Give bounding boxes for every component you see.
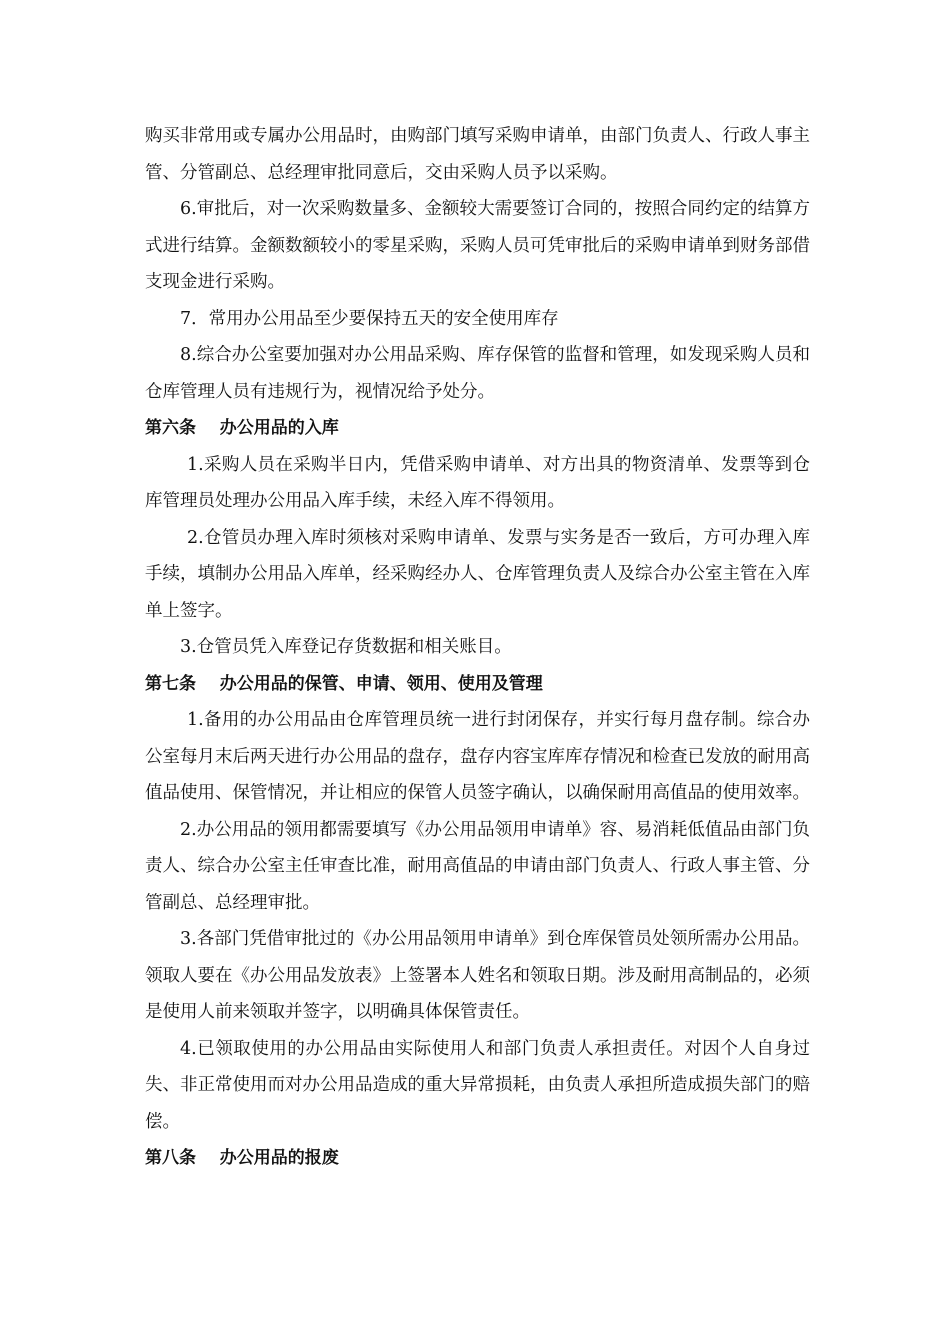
paragraph-6-settlement: 6.审批后，对一次采购数量多、金额较大需要签订合同的，按照合同约定的结算方式进行结算。金额数额较小的零星采购，采购人员可凭审批后的采购申请单到财务部借支现金进行采购。 <box>145 199 810 292</box>
article-number: 第八条 <box>145 1148 196 1168</box>
document-page <box>145 118 810 1177</box>
article-title: 办公用品的入库 <box>219 418 339 438</box>
article-title: 办公用品的保管、申请、领用、使用及管理 <box>219 673 543 694</box>
paragraph-purchase-nonstandard: 购买非常用或专属办公用品时，由购部门填写采购申请单，由部门负责人、行政人事主管、分管副总、总经理审批同意后，交由采购人员予以采购。 <box>145 126 810 183</box>
paragraph-7-3-collection: 3.各部门凭借审批过的《办公用品领用申请单》到仓库保管员处领所需办公用品。领取人要在《办公用品发放表》上签署本人姓名和领取日期。涉及耐用高制品的，必须是使用人前来领取并签字，以明确具体保管责任。 <box>145 929 810 1022</box>
article-number: 第六条 <box>145 418 196 438</box>
article-6-heading <box>145 410 810 447</box>
article-number: 第七条 <box>145 673 196 694</box>
article-7-heading <box>145 666 810 703</box>
paragraph-7-4-responsibility: 4.已领取使用的办公用品由实际使用人和部门负责人承担责任。对因个人自身过失、非正常使用而对办公用品造成的重大异常损耗，由负责人承担所造成损失部门的赔偿。 <box>145 1038 810 1132</box>
paragraph-7-safety-stock: 7．常用办公用品至少要保持五天的安全使用库存 <box>180 308 559 329</box>
article-8-heading <box>145 1140 810 1177</box>
article-title: 办公用品的报废 <box>219 1148 339 1168</box>
paragraph-6-1-warehousing: 1.采购人员在采购半日内，凭借采购申请单、对方出具的物资清单、发票等到仓库管理员处理办公用品入库手续，未经入库不得领用。 <box>145 454 810 511</box>
paragraph-6-2-verification: 2.仓管员办理入库时须核对采购申请单、发票与实务是否一致后，方可办理入库手续，填制办公用品入库单，经采购经办人、仓库管理负责人及综合办公室主管在入库单上签字。 <box>145 527 810 621</box>
paragraph-6-3-records: 3.仓管员凭入库登记存货数据和相关账目。 <box>180 637 512 657</box>
paragraph-7-2-requisition: 2.办公用品的领用都需要填写《办公用品领用申请单》容、易消耗低值品由部门负责人、综合办公室主任审查比准，耐用高值品的申请由部门负责人、行政人事主管、分管副总、总经理审批。 <box>145 819 810 913</box>
paragraph-7-1-storage: 1.备用的办公用品由仓库管理员统一进行封闭保存，并实行每月盘存制。综合办公室每月末后两天进行办公用品的盘存，盘存内容宝库库存情况和检查已发放的耐用高值品使用、保管情况，并让相应的保管人员签字确认，以确保耐用高值品的使用效率。 <box>145 710 810 803</box>
paragraph-8-supervision: 8.综合办公室要加强对办公用品采购、库存保管的监督和管理，如发现采购人员和仓库管理人员有违规行为，视情况给予处分。 <box>145 345 810 402</box>
